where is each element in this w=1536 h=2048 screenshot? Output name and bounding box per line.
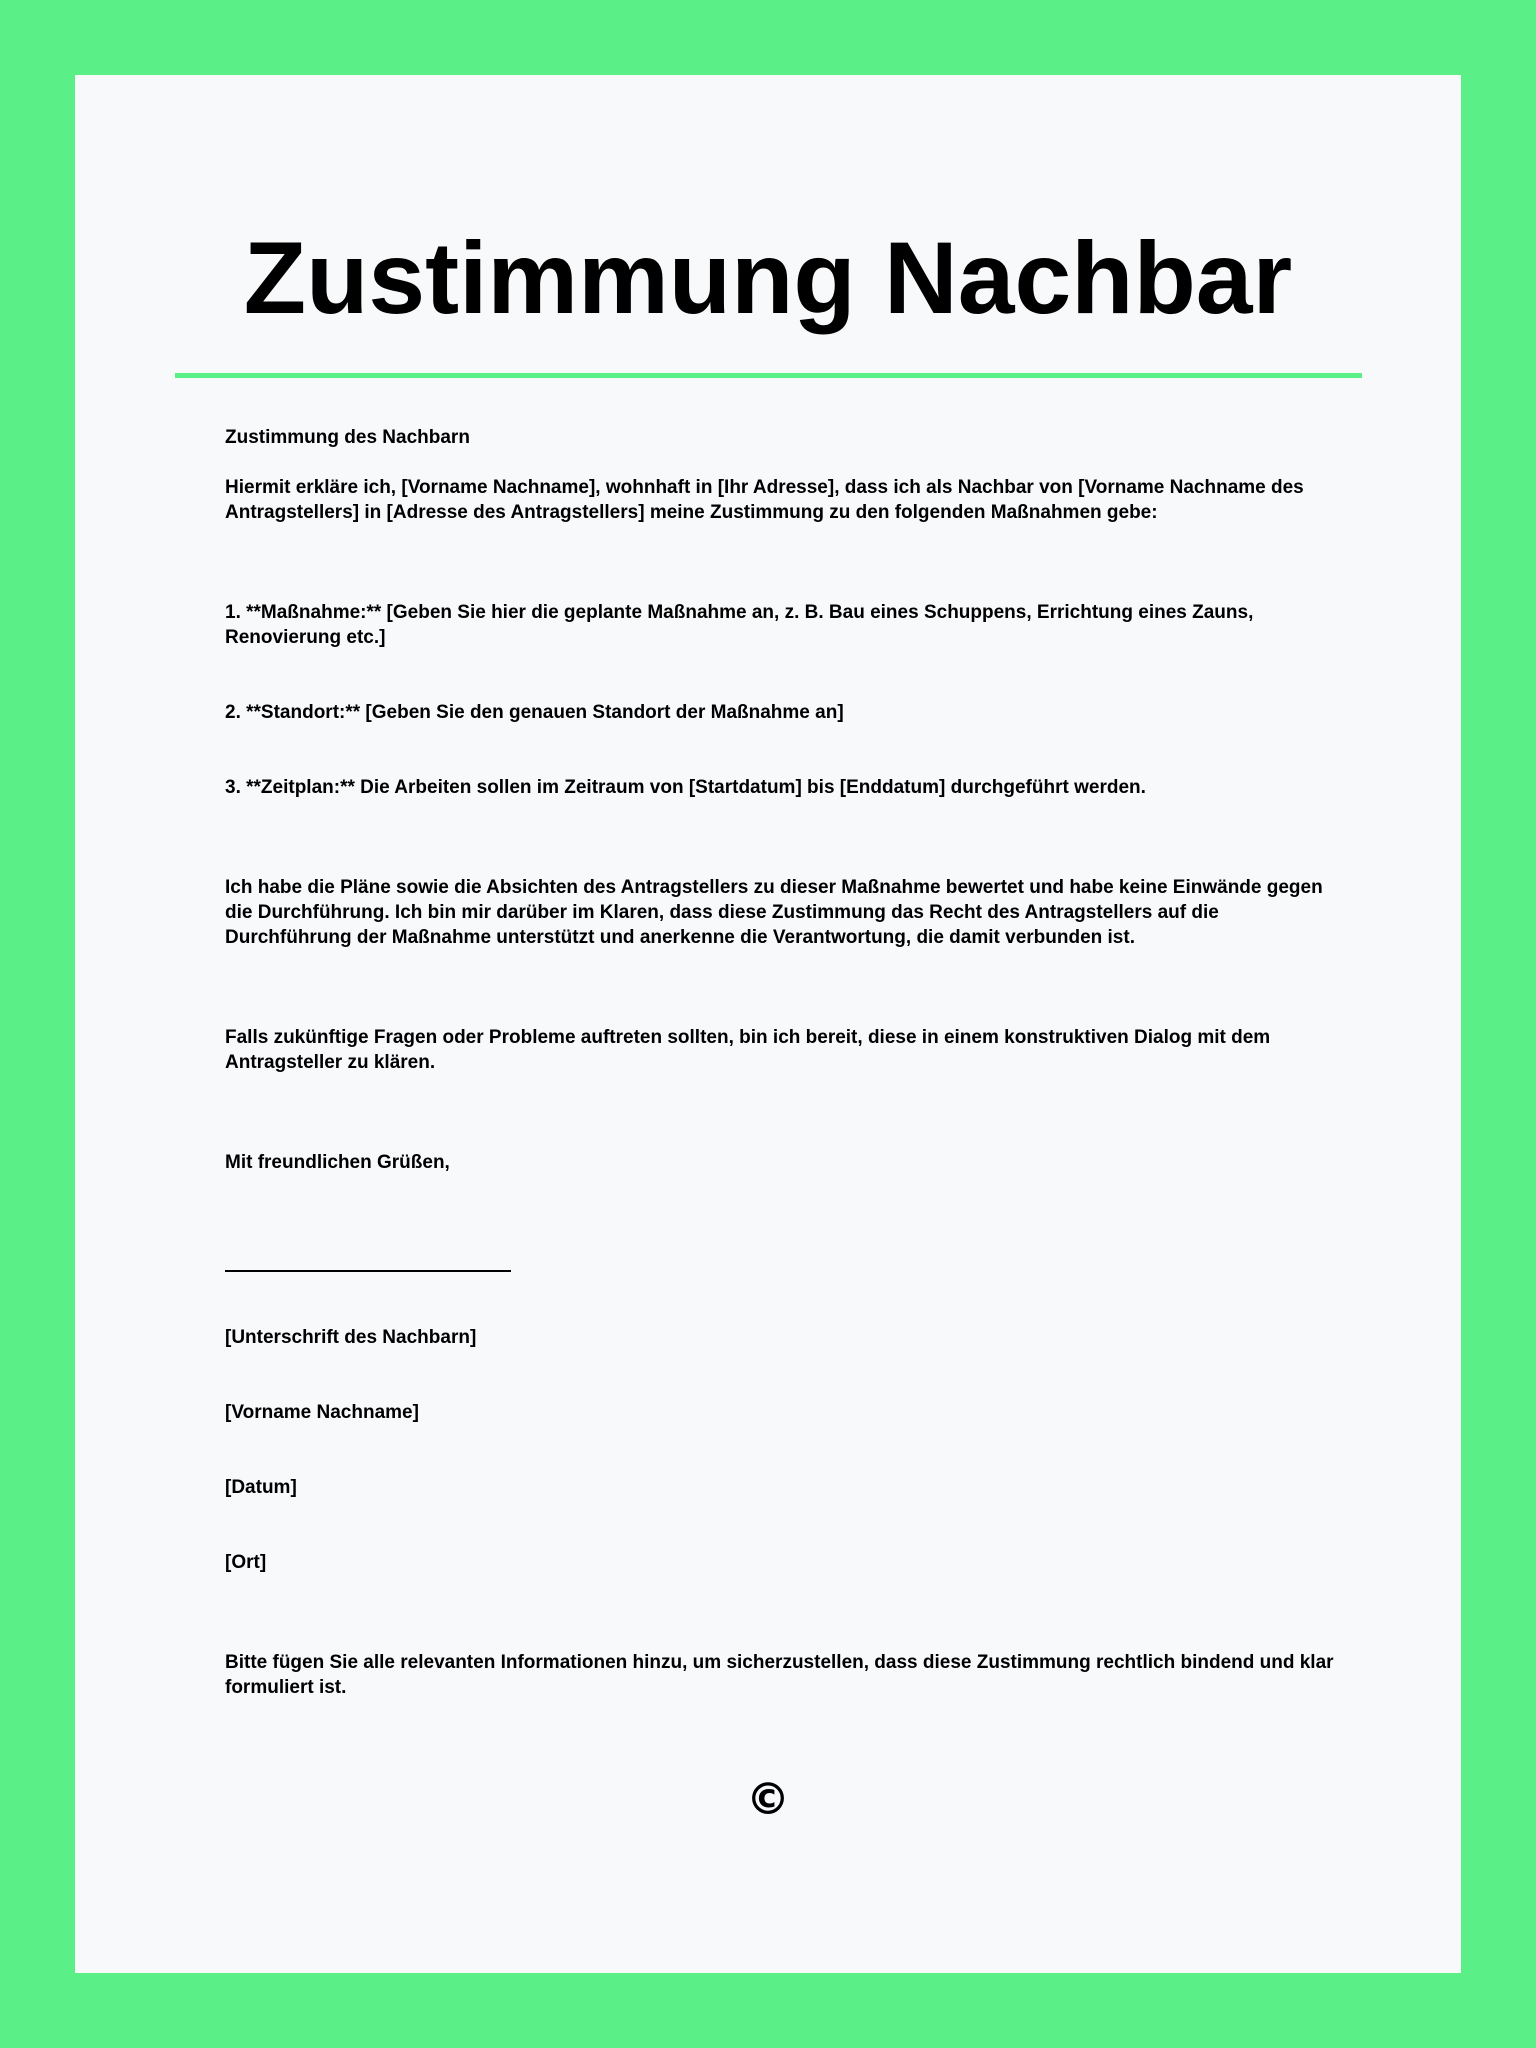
signature-label: [Unterschrift des Nachbarn] xyxy=(225,1327,477,1348)
list-item-location: 2. **Standort:** [Geben Sie den genauen Standort der Maßnahme an] xyxy=(225,702,844,723)
signature-place: [Ort] xyxy=(225,1552,267,1573)
assessment-paragraph: Ich habe die Pläne sowie die Absichten des Antragstellers zu dieser Maßnahme bewertet und habe keine Einwände gegen die Durchführung. Ich bin mir darüber im Klaren, dass diese Zustimmung das Recht des Antragstellers auf die Durchführung der Maßnahme unterstützt und anerkenne die Verantwortung, die damit verbunden ist. xyxy=(225,877,1323,948)
closing-greeting: Mit freundlichen Grüßen, xyxy=(225,1152,450,1173)
document-heading: Zustimmung des Nachbarn xyxy=(225,427,470,448)
document-page xyxy=(75,75,1461,1973)
closing-note: Bitte fügen Sie alle relevanten Informationen hinzu, um sicherzustellen, dass diese Zustimmung rechtlich bindend und klar formuliert ist. xyxy=(225,1652,1334,1698)
list-item-schedule: 3. **Zeitplan:** Die Arbeiten sollen im Zeitraum von [Startdatum] bis [Enddatum] durchgeführt werden. xyxy=(225,777,1146,798)
signature-line xyxy=(225,1270,511,1272)
copyright-icon: © xyxy=(746,1774,790,1825)
signature-name: [Vorname Nachname] xyxy=(225,1402,419,1423)
signature-date: [Datum] xyxy=(225,1477,297,1498)
future-issues-paragraph: Falls zukünftige Fragen oder Probleme auftreten sollten, bin ich bereit, diese in einem konstruktiven Dialog mit dem Antragsteller zu klären. xyxy=(225,1027,1271,1073)
intro-paragraph: Hiermit erkläre ich, [Vorname Nachname], wohnhaft in [Ihr Adresse], dass ich als Nachbar von [Vorname Nachname des Antragstellers] in [Adresse des Antragstellers] meine Zustimmung zu den folgenden Maßnahmen gebe: xyxy=(225,477,1304,523)
list-item-measure: 1. **Maßnahme:** [Geben Sie hier die geplante Maßnahme an, z. B. Bau eines Schuppens, Errichtung eines Zauns, Renovierung etc.] xyxy=(225,602,1254,648)
title-divider xyxy=(175,373,1362,378)
page-title: Zustimmung Nachbar xyxy=(243,221,1293,335)
